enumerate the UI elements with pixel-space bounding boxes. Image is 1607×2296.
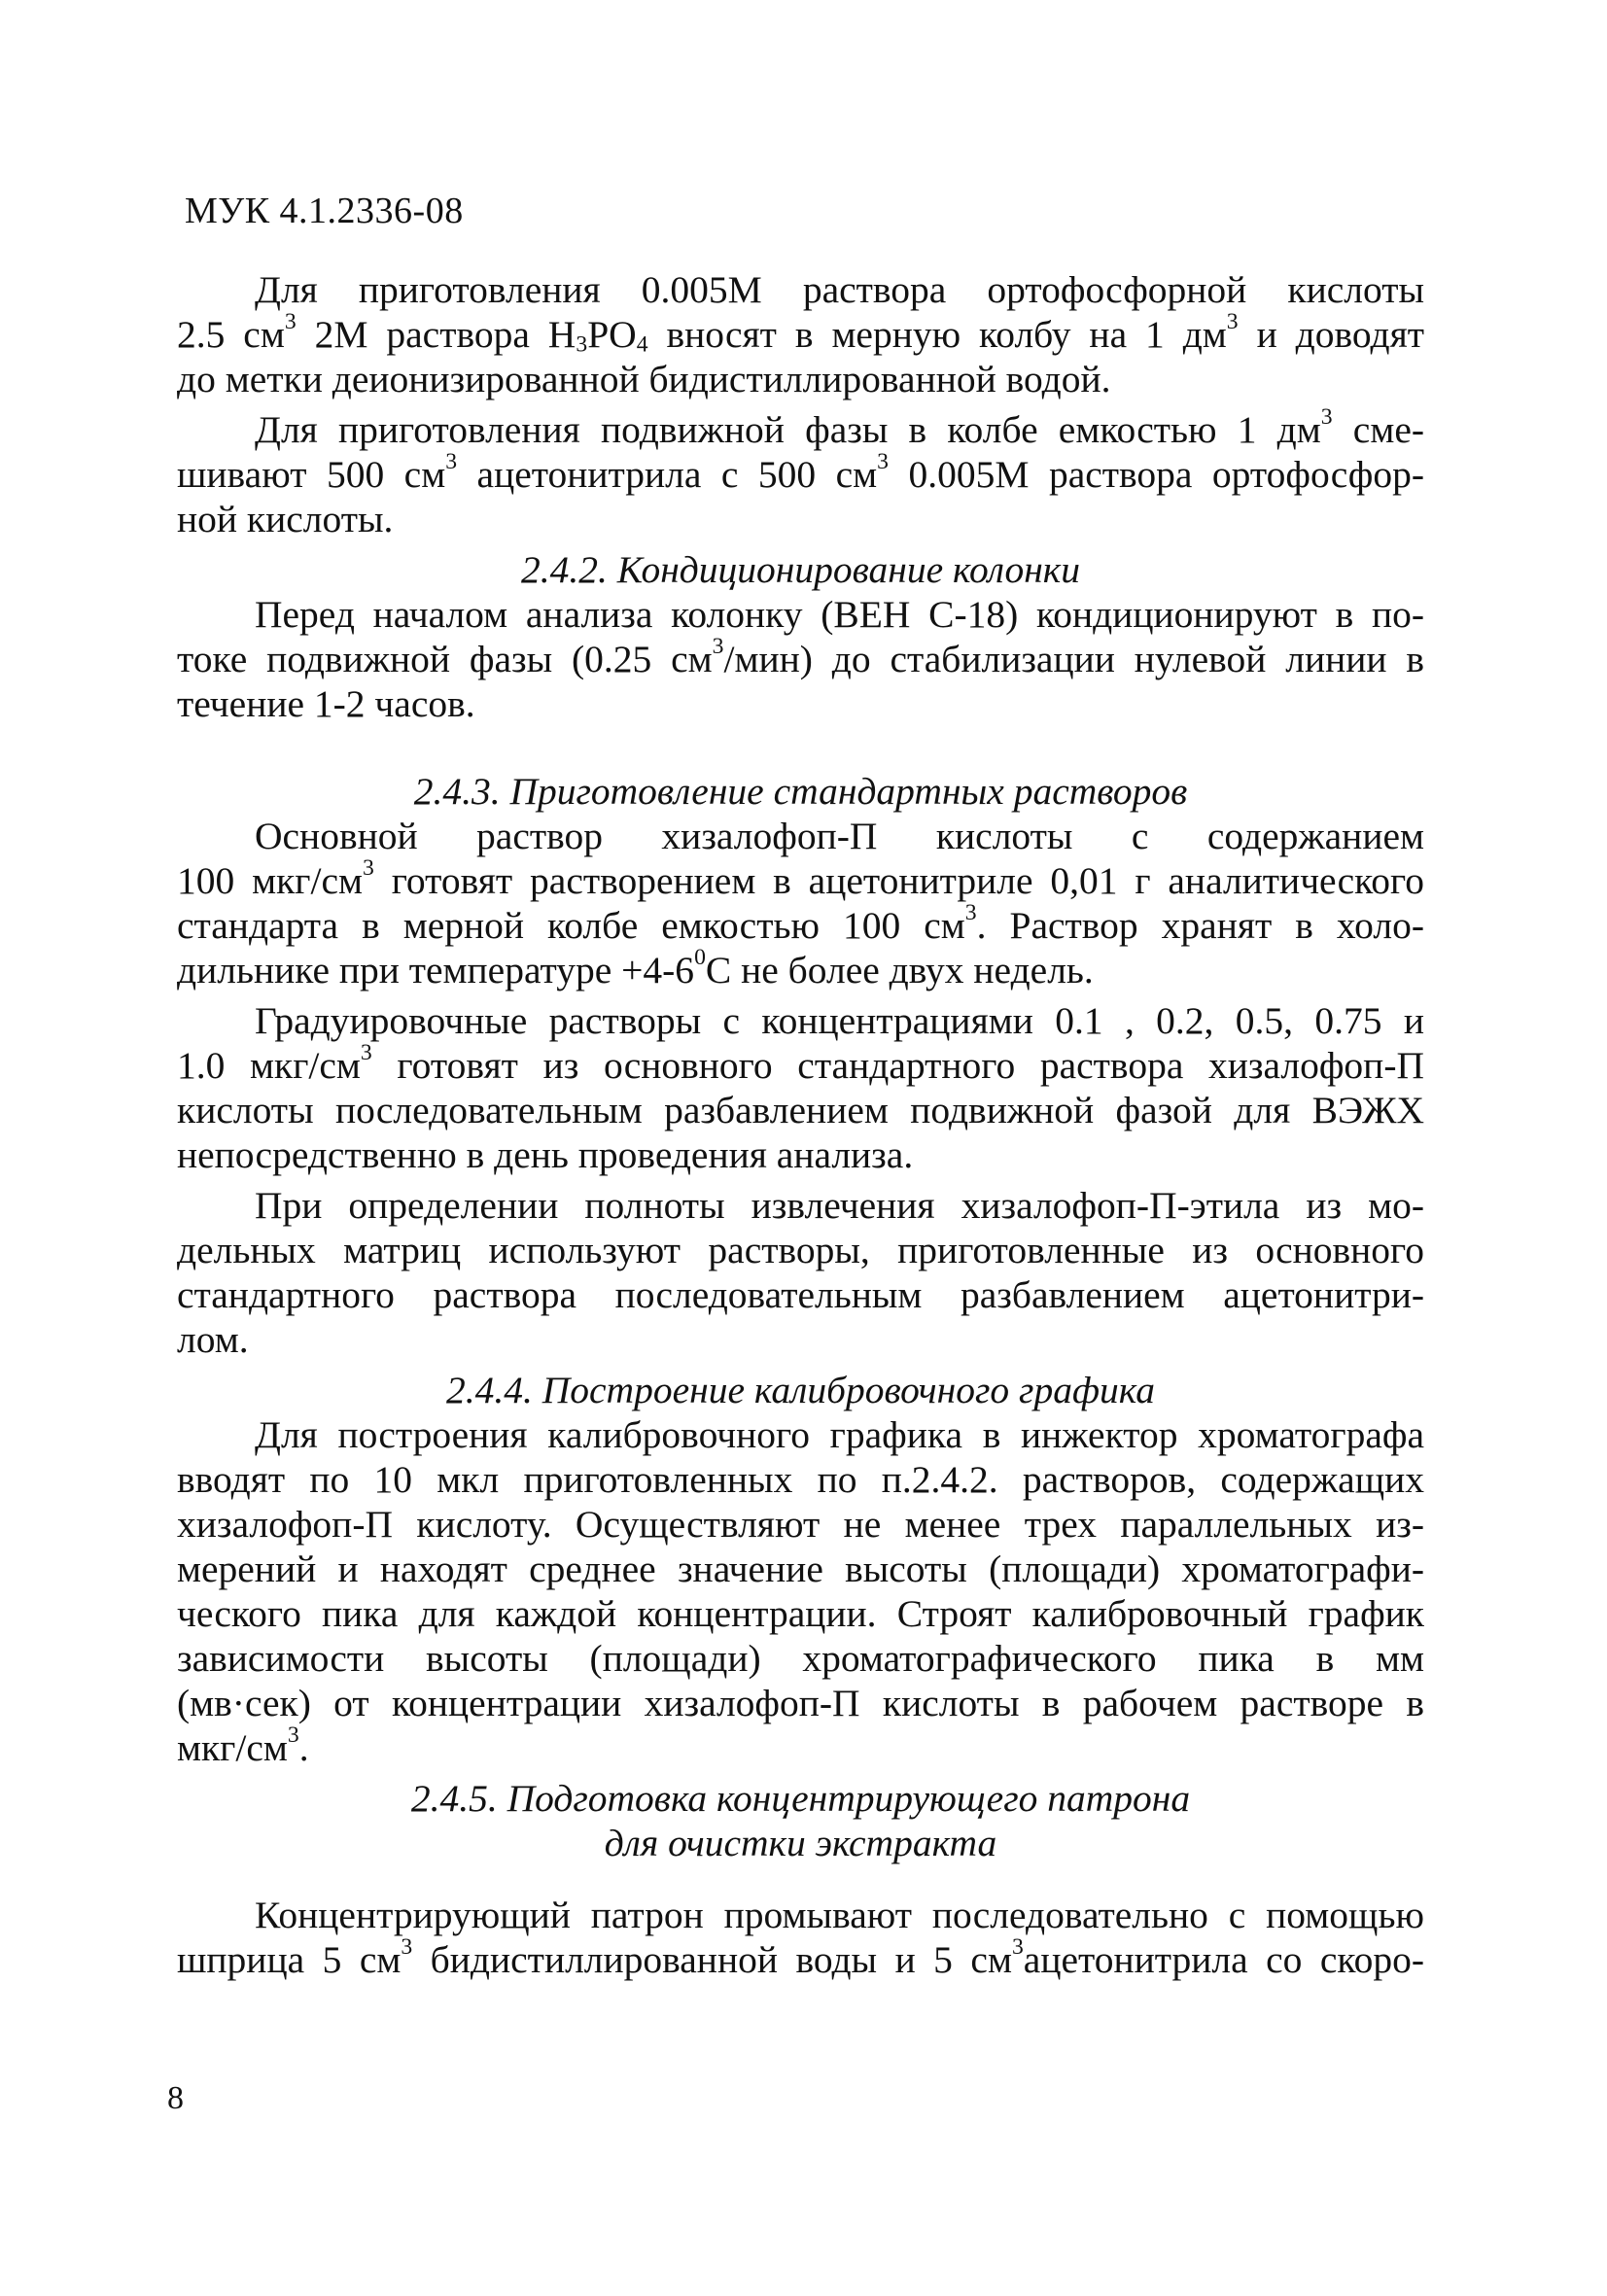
section-heading-2-4-4: 2.4.4. Построение калибровочного графика [446,1369,1155,1411]
text-line: 2.5 $см^3$ 2М раствора $H_3PO_4$ вносят в мерную колбу на 1 $дм^3$ и доводят [177,309,1424,358]
text-line: Основной раствор хизалофоп-П кислоты с содержанием [255,815,1424,857]
paragraph-mobile-phase [177,404,1425,541]
document-code-header: МУК 4.1.2336-08 [185,191,464,231]
paragraph-calibration-solutions [177,998,1424,1177]
section-heading-2-4-3: 2.4.3. Приготовление стандартных растворов [413,770,1188,813]
text-line: 1.0 мкг/$см^3$ готовят из основного стандартного раствора хизалофоп-П [177,1040,1424,1087]
text-line: лом. [177,1318,249,1361]
text-line: дильнике при температуре $+4-6^0С$ не более двух недель. [177,945,1094,991]
text-line: шприца 5 $см^3$ бидистиллированной воды и 5 $см^3ацетонитрила$ со скоро- [177,1934,1425,1981]
text-line: При определении полноты извлечения хизалофоп-П-этила из мо- [255,1184,1424,1227]
text-line: Для приготовления 0.005М раствора ортофосфорной кислоты [255,268,1424,311]
paragraph-column-conditioning [177,592,1424,726]
text-line: течение 1-2 часов. [177,682,475,725]
page-number: 8 [167,2080,184,2116]
paragraph-recovery-matrices [177,1183,1424,1362]
text-line: Градуировочные растворы с концентрациями 0.1 , 0.2, 0.5, 0.75 и [255,999,1424,1042]
section-heading-2-4-2: 2.4.2. Кондиционирование колонки [520,548,1081,591]
paragraph-phosphoric-acid [177,267,1424,401]
document-body [177,267,1424,1982]
section-heading-2-4-5-subtitle: для очистки экстракта [604,1822,997,1864]
text-line: шивают 500 $см^3$ ацетонитрила с 500 $см^3$ 0.005М раствора ортофосфор- [177,449,1424,496]
text-line: Концентрирующий патрон промывают последовательно с помощью [255,1894,1424,1936]
text-line: 100 мкг/$см^3$ готовят растворением в ацетонитриле 0,01 г аналитического [177,855,1425,902]
text-line: вводят по 10 мкл приготовленных по п.2.4.2. растворов, содержащих [177,1458,1424,1501]
text-line: ческого пика для каждой концентрации. Строят калибровочный график [177,1592,1424,1635]
text-line: (мв·сек) от концентрации хизалофоп-П кислоты в рабочем растворе в [177,1682,1424,1724]
text-line: мерений и находят среднее значение высоты (площади) хроматографи- [177,1548,1424,1590]
text-line: мкг/$см^3$. [177,1722,309,1769]
paragraph-cartridge-preparation [177,1893,1424,1982]
text-line: до метки деионизированной бидистиллированной водой. [177,358,1111,400]
text-line: Для построения калибровочного графика в инжектор хроматографа [255,1413,1424,1456]
text-line: дельных матриц используют растворы, приготовленные из основного [177,1229,1424,1271]
text-line: стандартного раствора последовательным разбавлением ацетонитри- [177,1273,1424,1316]
paragraph-calibration-graph [177,1412,1424,1770]
section-heading-2-4-5: 2.4.5. Подготовка концентрирующего патрона [410,1777,1191,1820]
text-line: токе подвижной фазы (0.25 $см^3/мин$) до стабилизации нулевой линии в [177,634,1425,680]
paragraph-stock-solution [177,814,1424,992]
text-line: Для приготовления подвижной фазы в колбе емкостью 1 $дм^3$ сме- [255,404,1425,451]
text-line: стандарта в мерной колбе емкостью 100 $см^3$. Раствор хранят в холо- [177,900,1424,947]
text-line: непосредственно в день проведения анализа. [177,1133,914,1176]
text-line: зависимости высоты (площади) хроматографического пика в мм [177,1637,1424,1680]
text-line: хизалофоп-П кислоту. Осуществляют не менее трех параллельных из- [177,1503,1424,1546]
text-line: Перед началом анализа колонку (ВЕН С-18) кондиционируют в по- [255,593,1424,636]
text-line: кислоты последовательным разбавлением подвижной фазой для ВЭЖХ [177,1089,1424,1131]
text-line: ной кислоты. [177,498,394,540]
